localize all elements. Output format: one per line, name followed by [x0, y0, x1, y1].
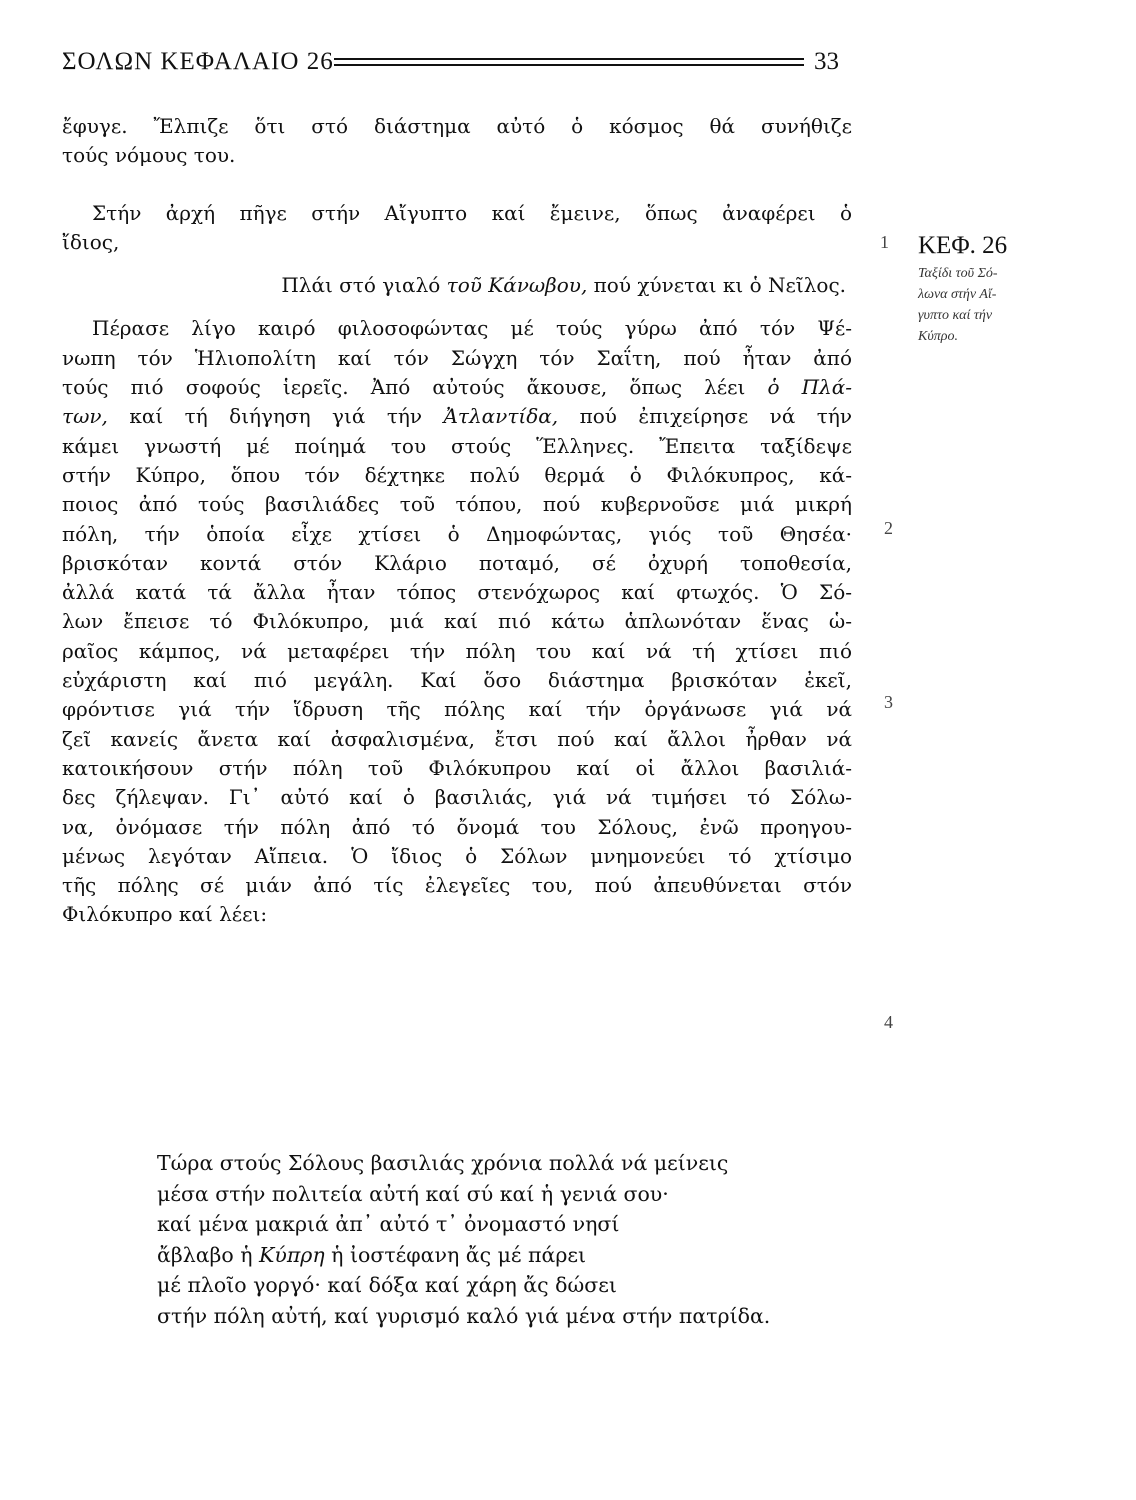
section-number: 3 — [884, 692, 893, 712]
running-head: ΣΟΛΩΝ ΚΕΦΑΛΑΙΟ 26 — [62, 48, 334, 75]
text-line: τούς νόμους του. — [62, 143, 236, 168]
verse-text: πού χύνεται κι ὁ Νεῖλος. — [587, 273, 846, 298]
italic-name: Κύπρη — [259, 1242, 325, 1267]
verse-text: Πλάι στό γιαλό — [281, 273, 447, 298]
text-line: Φιλόκυπρο καί λέει: — [62, 902, 268, 927]
italic-name: ὁ Πλά- — [767, 375, 852, 400]
verse-quote — [62, 271, 852, 300]
note-line: γυπτο καί τήν — [918, 308, 993, 323]
text-line: ἀλλά κατά τά ἄλλα ἦταν τόπος στενόχωρος καί φτωχός. Ὁ Σό- — [62, 580, 852, 605]
paragraph-1 — [62, 112, 852, 171]
text-line: τούς πιό σοφούς ἱερεῖς. Ἀπό αὐτούς ἄκουσε, ὅπως λέει ὁ Πλά- — [62, 375, 852, 400]
elegy-poem — [157, 1148, 857, 1332]
verse-italic: τοῦ Κάνωβου, — [446, 273, 588, 298]
poem-line: καί μένα μακριά ἀπ᾽ αὐτό τ᾽ ὀνομαστό νησί — [157, 1212, 620, 1237]
page-number: 33 — [814, 48, 839, 75]
header-rule — [334, 58, 804, 66]
text-line: πόλη, τήν ὁποία εἶχε χτίσει ὁ Δημοφώντας, γιός τοῦ Θησέα· — [62, 521, 852, 546]
note-line: Ταξίδι τοῦ Σό- — [918, 266, 998, 281]
section-number: 4 — [884, 1012, 893, 1032]
poem-line: μέ πλοῖο γοργό· καί δόξα καί χάρη ἄς δώσει — [157, 1273, 617, 1298]
poem-line: ἄβλαβο ἡ Κύπρη ἡ ἰοστέφανη ἄς μέ πάρει — [157, 1242, 587, 1267]
text-line: νωπη τόν Ἡλιοπολίτη καί τόν Σώγχη τόν Σαΐτη, πού ἦταν ἀπό — [62, 345, 852, 370]
note-line: Κύπρο. — [918, 329, 958, 344]
text-line: ποιος ἀπό τούς βασιλιάδες τοῦ τόπου, πού κυβερνοῦσε μιά μικρή — [62, 492, 852, 517]
text-line: μένως λεγόταν Αἴπεια. Ὁ ἴδιος ὁ Σόλων μνημονεύει τό χτίσιμο — [62, 843, 852, 868]
poem-line: Τώρα στούς Σόλους βασιλιάς χρόνια πολλά νά μείνεις — [157, 1151, 729, 1175]
text-line: στήν Κύπρο, ὅπου τόν δέχτηκε πολύ θερμά ὁ Φιλόκυπρος, κά- — [62, 462, 852, 487]
note-line: λωνα στήν Αἴ- — [918, 287, 997, 302]
text-line: τῆς πόλης σέ μιάν ἀπό τίς ἐλεγεῖες του, πού ἀπευθύνεται στόν — [62, 873, 852, 898]
italic-name: Ἀτλαντίδα, — [443, 404, 559, 429]
text-line: Πέρασε λίγο καιρό φιλοσοφώντας μέ τούς γύρω ἀπό τόν Ψέ- — [92, 316, 852, 341]
text-line: βρισκόταν κοντά στόν Κλάριο ποταμό, σέ ὀχυρή τοποθεσία, — [62, 550, 852, 575]
paragraph-3 — [62, 314, 852, 929]
text-line: κάμει γνωστή μέ ποίημά του στούς Ἕλληνες. Ἔπειτα ταξίδεψε — [62, 433, 852, 458]
page-header — [62, 44, 850, 84]
poem-line: στήν πόλη αὐτή, καί γυρισμό καλό γιά μένα στήν πατρίδα. — [157, 1303, 771, 1328]
text-line: εὐχάριστη καί πιό μεγάλη. Καί ὅσο διάστημα βρισκόταν ἐκεῖ, — [62, 668, 852, 693]
text-line: λων ἔπεισε τό Φιλόκυπρο, μιά καί πιό κάτω ἁπλωνόταν ἕνας ὡ- — [62, 609, 852, 634]
text-line: ἔφυγε. Ἔλπιζε ὅτι στό διάστημα αὐτό ὁ κόσμος θά συνήθιζε — [62, 114, 852, 138]
section-number: 1 — [880, 232, 889, 252]
text-line: ζεῖ κανείς ἄνετα καί ἀσφαλισμένα, ἔτσι πού καί ἄλλοι ἦρθαν νά — [62, 726, 852, 751]
text-line: να, ὀνόμασε τήν πόλη ἀπό τό ὄνομά του Σόλους, ἐνῶ προηγου- — [62, 814, 852, 839]
chapter-heading: ΚΕΦ. 26 — [918, 232, 1008, 259]
section-number: 2 — [884, 518, 893, 538]
text-line: Στήν ἀρχή πῆγε στήν Αἴγυπτο καί ἔμεινε, ὅπως ἀναφέρει ὁ — [92, 200, 852, 225]
text-line: ἴδιος, — [62, 229, 120, 254]
text-line: φρόντισε γιά τήν ἵδρυση τῆς πόλης καί τήν ὀργάνωσε γιά νά — [62, 697, 852, 722]
italic-name: των, — [62, 404, 108, 429]
main-text — [62, 112, 852, 930]
margin-note — [918, 232, 1068, 347]
poem-line: μέσα στήν πολιτεία αὐτή καί σύ καί ἡ γενιά σου· — [157, 1181, 669, 1206]
text-line: των, καί τή διήγηση γιά τήν Ἀτλαντίδα, πού ἐπιχείρησε νά τήν — [62, 404, 852, 429]
paragraph-2 — [62, 199, 852, 258]
text-line: κατοικήσουν στήν πόλη τοῦ Φιλόκυπρου καί οἱ ἄλλοι βασιλιά- — [62, 755, 852, 780]
text-line: δες ζήλεψαν. Γι᾽ αὐτό καί ὁ βασιλιάς, γιά νά τιμήσει τό Σόλω- — [62, 785, 852, 810]
text-line: ραῖος κάμπος, νά μεταφέρει τήν πόλη του καί νά τή χτίσει πιό — [62, 638, 852, 663]
